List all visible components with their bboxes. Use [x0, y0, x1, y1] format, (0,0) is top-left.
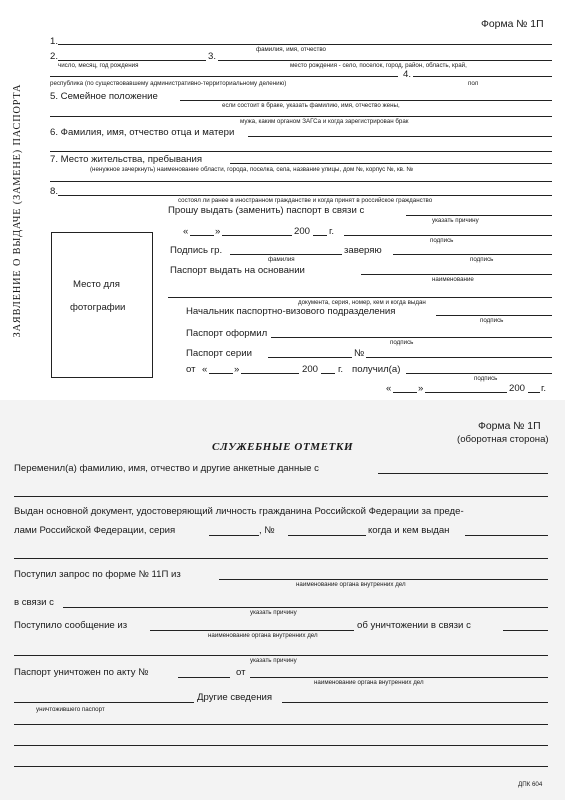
- received-day-line[interactable]: [393, 392, 417, 393]
- request-year-suffix: г.: [329, 226, 334, 237]
- request-label: Прошу выдать (заменить) паспорт в связи с: [168, 205, 365, 216]
- document-issued-by-line[interactable]: [465, 535, 548, 536]
- field-7-label: 7. Место жительства, пребывания: [50, 154, 203, 165]
- field-5-line[interactable]: [180, 100, 552, 101]
- due-to-line[interactable]: [63, 607, 548, 608]
- series-number-sign: №: [354, 348, 365, 359]
- field-2-hint: число, месяц, год рождения: [58, 62, 139, 69]
- issued-by-hint: подпись: [390, 339, 414, 346]
- field-8-line[interactable]: [58, 195, 552, 196]
- act-from-label: от: [236, 667, 246, 678]
- signature-surname-hint: фамилия: [268, 256, 295, 263]
- destroyed-reason-hint: указать причину: [250, 657, 297, 664]
- series-line[interactable]: [268, 357, 352, 358]
- request-year-line[interactable]: [313, 235, 327, 236]
- field-1-line[interactable]: [58, 44, 552, 45]
- basis-line[interactable]: [361, 274, 552, 275]
- act-date-org-line[interactable]: [250, 677, 548, 678]
- other-info-line-4[interactable]: [14, 766, 548, 767]
- message-label: Поступило сообщение из: [14, 620, 128, 631]
- other-info-line-3[interactable]: [14, 745, 548, 746]
- field-8-number: 8.: [50, 186, 59, 197]
- received-year-prefix: 200: [509, 383, 526, 394]
- birthplace-line-2[interactable]: [50, 76, 398, 77]
- basis-label: Паспорт выдать на основании: [170, 265, 305, 276]
- request-11p-label: Поступил запрос по форме № 11П из: [14, 569, 181, 580]
- field-2-number: 2.: [50, 51, 59, 62]
- basis-document-line[interactable]: [168, 297, 552, 298]
- request-month-line[interactable]: [222, 235, 292, 236]
- field-1-number: 1.: [50, 36, 59, 47]
- request-reason-hint: указать причину: [432, 217, 479, 224]
- field-3-number: 3.: [208, 51, 217, 62]
- field-3-hint: место рождения - село, поселок, город, район, область, край,: [290, 62, 467, 69]
- field-5-label: 5. Семейное положение: [50, 91, 158, 102]
- received-date-open: «: [386, 383, 392, 394]
- basis-hint: наименование: [432, 276, 474, 283]
- issued-year-suffix: г.: [338, 364, 343, 375]
- act-org-hint: наименование органа внутренних дел: [314, 679, 424, 686]
- received-date-close: »: [418, 383, 424, 394]
- received-year-suffix: г.: [541, 383, 546, 394]
- issued-date-open: «: [202, 364, 208, 375]
- destroyed-about-label: об уничтожении в связи с: [357, 620, 471, 631]
- document-issued-text-2c: когда и кем выдан: [368, 525, 450, 536]
- act-number-line[interactable]: [178, 677, 230, 678]
- footer-code: ДПК 604: [518, 781, 543, 788]
- back-heading: СЛУЖЕБНЫЕ ОТМЕТКИ: [212, 441, 354, 453]
- photo-label-2: фотографии: [70, 302, 126, 313]
- field-4-number: 4.: [403, 69, 412, 80]
- other-info-line[interactable]: [282, 702, 548, 703]
- field-5-hint-2: мужа, каким органом ЗАГСа и когда зарегистрирован брак: [240, 118, 409, 125]
- field-4-hint: пол: [468, 80, 479, 87]
- document-issued-line-2[interactable]: [14, 558, 548, 559]
- certify-signature-hint: подпись: [470, 256, 494, 263]
- certify-label: заверяю: [344, 245, 382, 256]
- request-11p-line[interactable]: [219, 579, 548, 580]
- act-label: Паспорт уничтожен по акту №: [14, 667, 149, 678]
- destroyer-hint: уничтожившего паспорт: [36, 706, 105, 713]
- side-title: ЗАЯВЛЕНИЕ О ВЫДАЧЕ (ЗАМЕНЕ) ПАСПОРТА: [12, 83, 23, 338]
- issued-year-line[interactable]: [321, 373, 335, 374]
- field-3-line[interactable]: [218, 60, 552, 61]
- due-to-label: в связи с: [14, 597, 54, 608]
- due-to-hint: указать причину: [250, 609, 297, 616]
- received-signature-hint: подпись: [474, 375, 498, 382]
- issued-month-line[interactable]: [241, 373, 299, 374]
- form-title: Форма № 1П: [481, 19, 544, 30]
- basis-document-hint: документа, серия, номер, кем и когда выдан: [298, 299, 426, 306]
- issued-day-line[interactable]: [209, 373, 233, 374]
- issued-by-line[interactable]: [271, 337, 552, 338]
- request-11p-hint: наименование органа внутренних дел: [296, 581, 406, 588]
- destroyed-reason-line[interactable]: [503, 630, 548, 631]
- chief-signature-hint: подпись: [480, 317, 504, 324]
- field-6-line[interactable]: [248, 136, 552, 137]
- field-5-hint: если состоит в браке, указать фамилию, имя, отчество жены,: [222, 102, 400, 109]
- certify-signature-line[interactable]: [393, 254, 552, 255]
- received-month-line[interactable]: [425, 392, 507, 393]
- field-2-line[interactable]: [58, 60, 206, 61]
- back-form-subtitle: (оборотная сторона): [457, 434, 549, 445]
- document-number-line[interactable]: [288, 535, 366, 536]
- field-6-line-2[interactable]: [50, 151, 552, 152]
- field-7-hint: (ненужное зачеркнуть) наименование области, города, поселка, села, название улицы, дом №, корпус №, кв. №: [90, 166, 414, 173]
- request-reason-line[interactable]: [406, 215, 552, 216]
- request-date-close: »: [215, 226, 221, 237]
- field-3-hint-2: республика (по существовавшему административно-территориальному делению): [50, 80, 287, 87]
- field-7-line-2[interactable]: [50, 181, 552, 182]
- destroyer-line[interactable]: [14, 702, 194, 703]
- chief-signature-line[interactable]: [436, 315, 552, 316]
- request-signature-hint: подпись: [430, 237, 454, 244]
- document-issued-text-1: Выдан основной документ, удостоверяющий личность гражданина Российской Федерации за преде-: [14, 506, 464, 517]
- chief-label: Начальник паспортно-визового подразделения: [186, 306, 396, 317]
- series-number-line[interactable]: [366, 357, 552, 358]
- name-changed-label: Переменил(а) фамилию, имя, отчество и другие анкетные данные с: [14, 463, 319, 474]
- request-year-prefix: 200: [294, 226, 311, 237]
- form-back-side: [0, 400, 565, 800]
- received-label: получил(а): [352, 364, 401, 375]
- request-date-open: «: [183, 226, 189, 237]
- signature-surname-line[interactable]: [230, 254, 342, 255]
- message-org-line[interactable]: [150, 630, 354, 631]
- document-issued-text-2a: лами Российской Федерации, серия: [14, 525, 176, 536]
- field-6-label: 6. Фамилия, имя, отчество отца и матери: [50, 127, 235, 138]
- issued-from-label: от: [186, 364, 196, 375]
- message-org-hint: наименование органа внутренних дел: [208, 632, 318, 639]
- signature-label: Подпись гр.: [170, 245, 223, 256]
- field-4-line[interactable]: [413, 76, 552, 77]
- name-changed-line-2[interactable]: [14, 496, 548, 497]
- received-year-line[interactable]: [528, 392, 540, 393]
- field-1-hint: фамилия, имя, отчество: [256, 46, 326, 53]
- destroyed-reason-line-2[interactable]: [14, 655, 548, 656]
- issued-by-label: Паспорт оформил: [186, 328, 268, 339]
- other-info-line-2[interactable]: [14, 724, 548, 725]
- issued-date-close: »: [234, 364, 240, 375]
- document-series-line[interactable]: [209, 535, 259, 536]
- request-day-line[interactable]: [190, 235, 214, 236]
- issued-year-prefix: 200: [302, 364, 319, 375]
- back-form-title: Форма № 1П: [478, 421, 541, 432]
- other-info-label: Другие сведения: [197, 692, 273, 703]
- field-7-line[interactable]: [230, 163, 552, 164]
- document-issued-text-2b: , №: [259, 525, 275, 536]
- received-signature-line[interactable]: [406, 373, 552, 374]
- photo-label-1: Место для: [73, 279, 120, 290]
- field-5-line-2[interactable]: [50, 116, 552, 117]
- request-signature-line[interactable]: [344, 235, 552, 236]
- field-8-hint: состоял ли ранее в иностранном гражданстве и когда принят в российское гражданство: [178, 197, 433, 204]
- name-changed-line[interactable]: [378, 473, 548, 474]
- series-label: Паспорт серии: [186, 348, 252, 359]
